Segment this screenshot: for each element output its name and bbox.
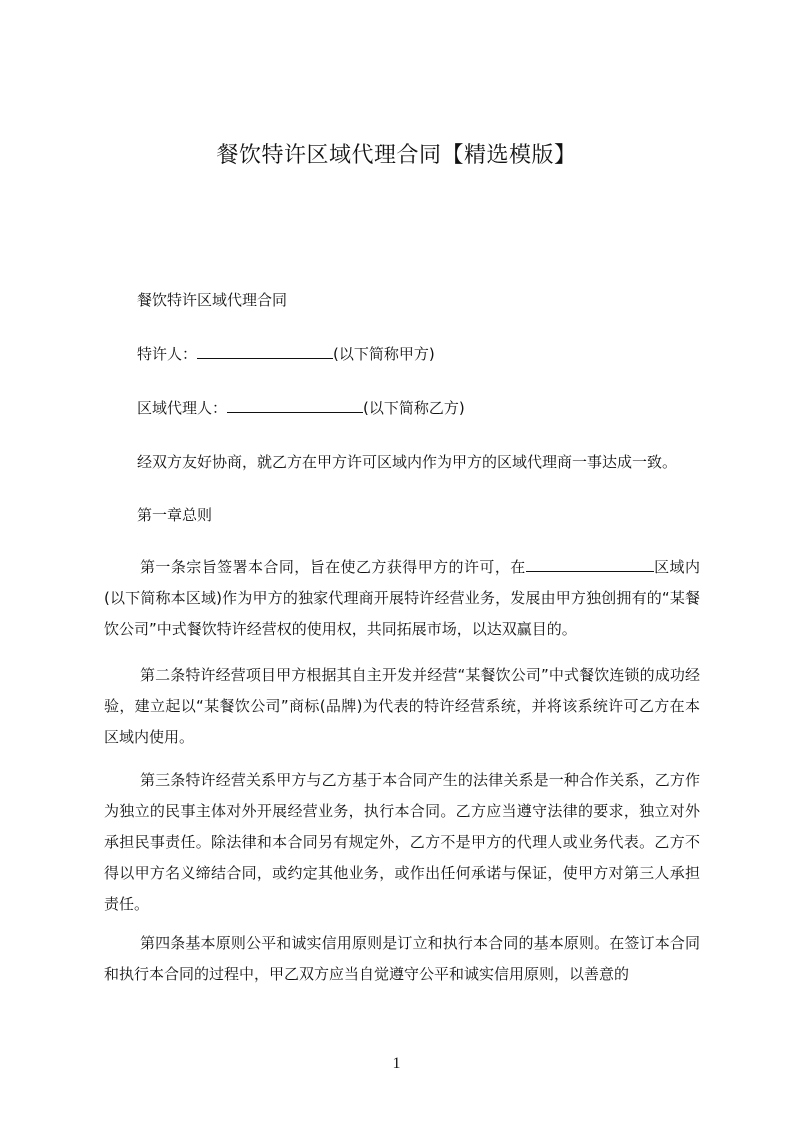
document-title: 餐饮特许区域代理合同【精选模版】 bbox=[216, 143, 577, 168]
article-4: 第四条基本原则公平和诚实信用原则是订立和执行本合同的基本原则。在签订本合同和执行本合同的过程中，甲乙双方应当自觉遵守公平和诚实信用原则，以善意的 bbox=[104, 934, 700, 983]
region-blank bbox=[526, 556, 654, 572]
article-2: 第二条特许经营项目甲方根据其自主开发并经营“某餐饮公司”中式餐饮连锁的成功经验，建立起以“某餐饮公司”商标(品牌)为代表的特许经营系统，并将该系统许可乙方在本区域内使用。 bbox=[104, 666, 700, 746]
regional-agent-label: 区域代理人： bbox=[137, 399, 228, 417]
article-1-text-end: 区域内(以下简称本区域)作为甲方的独家代理商开展特许经营业务，发展由甲方独创拥有的“某餐饮公司”中式餐饮特许经营权的使用权，共同拓展市场，以达双赢目的。 bbox=[104, 558, 700, 638]
chapter-heading: 第一章总则 bbox=[137, 506, 213, 524]
article-3: 第三条特许经营关系甲方与乙方基于本合同产生的法律关系是一种合作关系，乙方作为独立的民事主体对外开展经营业务，执行本合同。乙方应当遵守法律的要求，独立对外承担民事责任。除法律和本合同另有规定外，乙方不是甲方的代理人或业务代表。乙方不得以甲方名义缔结合同，或约定其他业务，或作出任何承诺与保证，使甲方对第三人承担责任。 bbox=[104, 771, 700, 913]
article-1-text-start: 第一条宗旨签署本合同，旨在使乙方获得甲方的许可，在 bbox=[140, 558, 526, 576]
regional-agent-line bbox=[137, 397, 465, 419]
page-number: 1 bbox=[392, 1055, 401, 1072]
article-1 bbox=[104, 552, 700, 645]
preamble: 经双方友好协商，就乙方在甲方许可区域内作为甲方的区域代理商一事达成一致。 bbox=[137, 453, 678, 471]
contract-subtitle: 餐饮特许区域代理合同 bbox=[137, 291, 288, 309]
franchisor-label: 特许人： bbox=[137, 345, 198, 363]
franchisor-suffix: (以下简称甲方) bbox=[333, 345, 435, 363]
regional-agent-suffix: (以下简称乙方) bbox=[363, 399, 465, 417]
regional-agent-name-blank bbox=[227, 397, 363, 413]
franchisor-line bbox=[137, 343, 435, 365]
franchisor-name-blank bbox=[197, 343, 333, 359]
